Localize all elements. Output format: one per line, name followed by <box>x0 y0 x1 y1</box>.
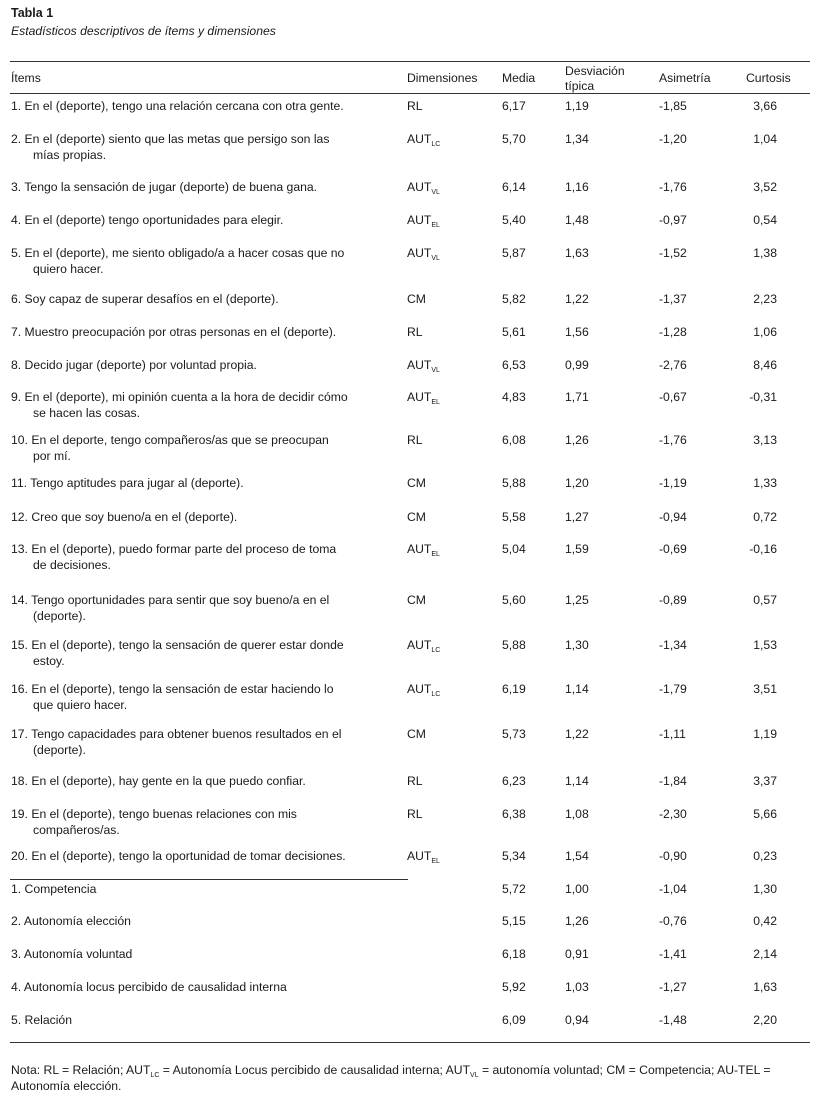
dimension-abbrev: AUT <box>407 390 432 404</box>
item-line-1: 20. En el (deporte), tengo la oportunidad de tomar decisiones. <box>11 849 346 863</box>
item-line-2: estoy. <box>33 654 65 668</box>
media-value: 6,38 <box>502 807 526 821</box>
asimetria-value: -1,52 <box>659 246 687 260</box>
dimension-abbrev: AUT <box>407 246 432 260</box>
dimension-abbrev: RL <box>407 774 423 788</box>
item-line-1: 4. En el (deporte) tengo oportunidades para elegir. <box>11 213 284 227</box>
curtosis-value: 1,53 <box>753 638 777 652</box>
desviacion-value: 1,54 <box>565 849 589 863</box>
item-line-1: 19. En el (deporte), tengo buenas relaciones con mis <box>11 807 297 821</box>
desviacion-value: 1,71 <box>565 390 589 404</box>
media-value: 5,04 <box>502 542 526 556</box>
item-line-1: 3. Tengo la sensación de jugar (deporte) de buena gana. <box>11 180 318 194</box>
desviacion-value: 1,08 <box>565 807 589 821</box>
header-tipica: típica <box>565 79 595 93</box>
desviacion-value: 1,14 <box>565 774 589 788</box>
curtosis-value: 1,33 <box>753 476 777 490</box>
media-value: 5,58 <box>502 510 526 524</box>
media-value: 5,61 <box>502 325 526 339</box>
asimetria-value: -1,84 <box>659 774 687 788</box>
header-asimetria: Asimetría <box>659 71 711 85</box>
curtosis-value: 3,66 <box>753 99 777 113</box>
desviacion-value: 1,14 <box>565 682 589 696</box>
item-line-1: 17. Tengo capacidades para obtener buenos resultados en el <box>11 727 342 741</box>
desviacion-value: 1,22 <box>565 727 589 741</box>
dimension-code <box>407 245 440 261</box>
media-value: 5,88 <box>502 638 526 652</box>
asimetria-value: -1,37 <box>659 292 687 306</box>
dimension-code <box>407 212 440 228</box>
media-value: 5,87 <box>502 246 526 260</box>
item-line-2: (deporte). <box>33 609 86 623</box>
item-text <box>11 291 401 307</box>
curtosis-value: 0,72 <box>753 510 777 524</box>
header-rule <box>10 93 810 94</box>
media-value: 5,73 <box>502 727 526 741</box>
dimension-label: 5. Relación <box>11 1013 72 1027</box>
desviacion-value: 0,91 <box>565 947 589 961</box>
dimension-abbrev: CM <box>407 593 426 607</box>
dimension-code <box>407 848 440 864</box>
dimension-code <box>407 592 426 608</box>
dimension-abbrev: RL <box>407 99 423 113</box>
dimension-code <box>407 806 423 822</box>
media-value: 5,34 <box>502 849 526 863</box>
asimetria-value: -1,48 <box>659 1013 687 1027</box>
dimension-subscript: VL <box>431 255 440 262</box>
item-line-1: 7. Muestro preocupación por otras personas en el (deporte). <box>11 325 337 339</box>
dimension-abbrev: AUT <box>407 180 432 194</box>
media-value: 6,08 <box>502 433 526 447</box>
table-title: Tabla 1 <box>11 6 54 20</box>
dimension-abbrev: RL <box>407 807 423 821</box>
item-line-2: compañeros/as. <box>33 823 120 837</box>
asimetria-value: -0,89 <box>659 593 687 607</box>
item-line-1: 14. Tengo oportunidades para sentir que soy bueno/a en el <box>11 593 330 607</box>
desviacion-value: 1,16 <box>565 180 589 194</box>
media-value: 4,83 <box>502 390 526 404</box>
item-text <box>11 475 401 491</box>
media-value: 5,40 <box>502 213 526 227</box>
dimension-code <box>407 291 426 307</box>
dimension-abbrev: RL <box>407 325 423 339</box>
item-line-2: de decisiones. <box>33 558 111 572</box>
dimension-code <box>407 98 423 114</box>
item-text <box>11 179 401 195</box>
dimension-code <box>407 357 440 373</box>
item-text <box>11 726 401 758</box>
asimetria-value: -1,34 <box>659 638 687 652</box>
item-text <box>11 245 401 277</box>
desviacion-value: 1,26 <box>565 914 589 928</box>
dimension-code <box>407 681 440 697</box>
curtosis-value: -0,16 <box>749 542 777 556</box>
media-value: 6,14 <box>502 180 526 194</box>
desviacion-value: 1,20 <box>565 476 589 490</box>
dimension-code <box>407 432 423 448</box>
media-value: 6,23 <box>502 774 526 788</box>
dimension-abbrev: AUT <box>407 682 432 696</box>
curtosis-value: 1,30 <box>753 882 777 896</box>
dimension-subscript: LC <box>431 141 441 148</box>
curtosis-value: 1,04 <box>753 132 777 146</box>
desviacion-value: 1,59 <box>565 542 589 556</box>
header-media: Media <box>502 71 536 85</box>
curtosis-value: 0,23 <box>753 849 777 863</box>
desviacion-value: 1,63 <box>565 246 589 260</box>
asimetria-value: -2,30 <box>659 807 687 821</box>
asimetria-value: -1,85 <box>659 99 687 113</box>
item-text <box>11 806 401 838</box>
item-text <box>11 324 401 340</box>
dimension-code <box>407 475 426 491</box>
curtosis-value: 8,46 <box>753 358 777 372</box>
desviacion-value: 1,27 <box>565 510 589 524</box>
dimension-code <box>407 509 426 525</box>
item-text <box>11 848 401 864</box>
media-value: 5,92 <box>502 980 526 994</box>
dimension-abbrev: AUT <box>407 638 432 652</box>
desviacion-value: 0,94 <box>565 1013 589 1027</box>
asimetria-value: -2,76 <box>659 358 687 372</box>
header-desviacion: Desviación <box>565 64 625 78</box>
desviacion-value: 1,03 <box>565 980 589 994</box>
dimension-code <box>407 324 423 340</box>
desviacion-value: 1,00 <box>565 882 589 896</box>
item-line-1: 13. En el (deporte), puedo formar parte del proceso de toma <box>11 542 337 556</box>
desviacion-value: 1,48 <box>565 213 589 227</box>
item-line-1: 2. En el (deporte) siento que las metas que persigo son las <box>11 132 330 146</box>
asimetria-value: -0,76 <box>659 914 687 928</box>
curtosis-value: 2,23 <box>753 292 777 306</box>
media-value: 6,18 <box>502 947 526 961</box>
curtosis-value: 1,63 <box>753 980 777 994</box>
curtosis-value: 2,14 <box>753 947 777 961</box>
table-note: Nota: RL = Relación; $AUT_{LC}$ = Autonomía Locus percibido de causalidad interna; $AUT_{VL}$ = autonomía voluntad; CM = Competencia; AU-TEL = Autonomía elección. <box>11 1063 771 1093</box>
item-line-1: 18. En el (deporte), hay gente en la que puedo confiar. <box>11 774 306 788</box>
curtosis-value: 1,19 <box>753 727 777 741</box>
asimetria-value: -0,69 <box>659 542 687 556</box>
dimension-subscript: EL <box>431 399 440 406</box>
desviacion-value: 1,30 <box>565 638 589 652</box>
dimension-label: 3. Autonomía voluntad <box>11 947 133 961</box>
dimension-abbrev: AUT <box>407 358 432 372</box>
desviacion-value: 0,99 <box>565 358 589 372</box>
dimension-code <box>407 637 440 653</box>
item-line-1: 5. En el (deporte), me siento obligado/a a hacer cosas que no <box>11 246 345 260</box>
item-text <box>11 432 401 464</box>
dimension-abbrev: RL <box>407 433 423 447</box>
dimension-code <box>407 179 440 195</box>
item-text <box>11 509 401 525</box>
item-text <box>11 357 401 373</box>
media-value: 6,09 <box>502 1013 526 1027</box>
dimension-subscript: VL <box>431 367 440 374</box>
media-value: 6,17 <box>502 99 526 113</box>
curtosis-value: 0,42 <box>753 914 777 928</box>
item-text <box>11 389 401 421</box>
desviacion-value: 1,25 <box>565 593 589 607</box>
asimetria-value: -1,04 <box>659 882 687 896</box>
media-value: 6,19 <box>502 682 526 696</box>
curtosis-value: 5,66 <box>753 807 777 821</box>
item-text <box>11 592 401 624</box>
dimension-code <box>407 773 423 789</box>
item-line-2: (deporte). <box>33 743 86 757</box>
desviacion-value: 1,19 <box>565 99 589 113</box>
asimetria-value: -1,20 <box>659 132 687 146</box>
dimension-subscript: EL <box>431 222 440 229</box>
curtosis-value: 3,52 <box>753 180 777 194</box>
curtosis-value: 3,37 <box>753 774 777 788</box>
dimension-subscript: EL <box>431 551 440 558</box>
desviacion-value: 1,22 <box>565 292 589 306</box>
curtosis-value: 0,54 <box>753 213 777 227</box>
curtosis-value: 0,57 <box>753 593 777 607</box>
dimension-subscript: EL <box>431 858 440 865</box>
media-value: 5,15 <box>502 914 526 928</box>
dimension-subscript: VL <box>431 189 440 196</box>
item-line-2: mías propias. <box>33 148 107 162</box>
media-value: 6,53 <box>502 358 526 372</box>
curtosis-value: 3,13 <box>753 433 777 447</box>
asimetria-value: -1,11 <box>659 727 686 741</box>
header-curtosis: Curtosis <box>746 71 791 85</box>
asimetria-value: -0,90 <box>659 849 687 863</box>
asimetria-value: -1,79 <box>659 682 687 696</box>
dimension-abbrev: AUT <box>407 542 432 556</box>
items-end-rule <box>10 879 408 880</box>
item-text <box>11 637 401 669</box>
dimension-abbrev: CM <box>407 510 426 524</box>
asimetria-value: -1,19 <box>659 476 687 490</box>
item-text <box>11 131 401 163</box>
item-line-1: 1. En el (deporte), tengo una relación cercana con otra gente. <box>11 99 344 113</box>
dimension-abbrev: CM <box>407 727 426 741</box>
dimension-abbrev: CM <box>407 476 426 490</box>
desviacion-value: 1,26 <box>565 433 589 447</box>
item-text <box>11 541 401 573</box>
asimetria-value: -1,41 <box>659 947 687 961</box>
dimension-abbrev: AUT <box>407 132 432 146</box>
dimension-code <box>407 726 426 742</box>
asimetria-value: -1,28 <box>659 325 687 339</box>
dimension-label: 2. Autonomía elección <box>11 914 131 928</box>
header-dimensiones: Dimensiones <box>407 71 478 85</box>
item-line-1: 6. Soy capaz de superar desafíos en el (deporte). <box>11 292 279 306</box>
media-value: 5,60 <box>502 593 526 607</box>
asimetria-value: -1,27 <box>659 980 687 994</box>
curtosis-value: 1,06 <box>753 325 777 339</box>
curtosis-value: 2,20 <box>753 1013 777 1027</box>
dimension-abbrev: AUT <box>407 213 432 227</box>
bottom-rule <box>10 1042 810 1043</box>
item-text <box>11 212 401 228</box>
asimetria-value: -0,94 <box>659 510 687 524</box>
curtosis-value: -0,31 <box>749 390 777 404</box>
item-text <box>11 98 401 114</box>
asimetria-value: -1,76 <box>659 180 687 194</box>
item-line-1: 16. En el (deporte), tengo la sensación de estar haciendo lo <box>11 682 334 696</box>
dimension-subscript: LC <box>431 691 441 698</box>
asimetria-value: -1,76 <box>659 433 687 447</box>
item-line-1: 8. Decido jugar (deporte) por voluntad propia. <box>11 358 257 372</box>
media-value: 5,82 <box>502 292 526 306</box>
dimension-code <box>407 541 440 557</box>
dimension-abbrev: AUT <box>407 849 432 863</box>
desviacion-value: 1,56 <box>565 325 589 339</box>
item-line-2: por mí. <box>33 449 71 463</box>
dimension-subscript: LC <box>431 647 441 654</box>
desviacion-value: 1,34 <box>565 132 589 146</box>
dimension-label: 4. Autonomía locus percibido de causalidad interna <box>11 980 287 994</box>
item-line-1: 11. Tengo aptitudes para jugar al (deporte). <box>11 476 244 490</box>
item-line-1: 10. En el deporte, tengo compañeros/as que se preocupan <box>11 433 329 447</box>
item-line-2: que quiero hacer. <box>33 698 128 712</box>
item-line-1: 15. En el (deporte), tengo la sensación de querer estar donde <box>11 638 344 652</box>
item-line-2: se hacen las cosas. <box>33 406 141 420</box>
curtosis-value: 3,51 <box>753 682 777 696</box>
item-line-2: quiero hacer. <box>33 262 104 276</box>
item-line-1: 9. En el (deporte), mi opinión cuenta a la hora de decidir cómo <box>11 390 348 404</box>
item-line-1: 12. Creo que soy bueno/a en el (deporte). <box>11 510 238 524</box>
dimension-code <box>407 389 440 405</box>
item-text <box>11 773 401 789</box>
dimension-abbrev: CM <box>407 292 426 306</box>
media-value: 5,88 <box>502 476 526 490</box>
asimetria-value: -0,97 <box>659 213 687 227</box>
table-subtitle: Estadísticos descriptivos de ítems y dimensiones <box>11 24 276 38</box>
header-items: Ítems <box>11 71 41 85</box>
asimetria-value: -0,67 <box>659 390 687 404</box>
dimension-label: 1. Competencia <box>11 882 97 896</box>
dimension-code <box>407 131 440 147</box>
media-value: 5,72 <box>502 882 526 896</box>
item-text <box>11 681 401 713</box>
media-value: 5,70 <box>502 132 526 146</box>
curtosis-value: 1,38 <box>753 246 777 260</box>
top-rule <box>10 61 810 62</box>
